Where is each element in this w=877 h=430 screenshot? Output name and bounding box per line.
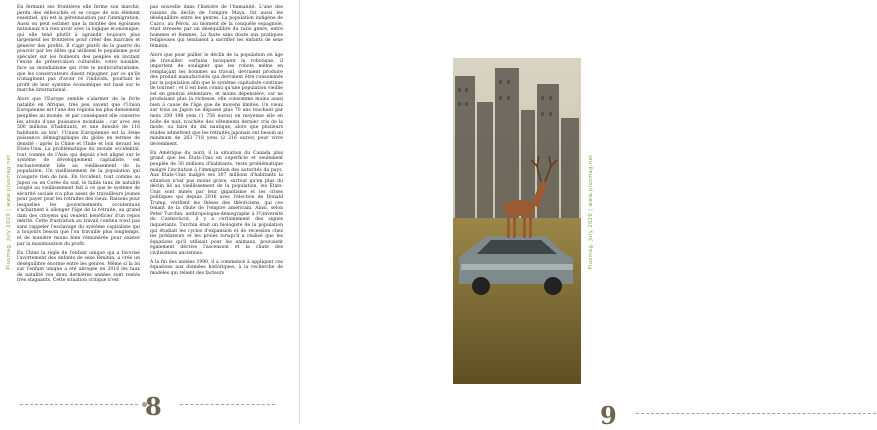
paragraph: Alors que pour pallier le déclin de la population en âge de travailler, certains invoquent la robotique, il importent de souligner que les robots même en remplaçant les hommes au travail, devraient produire des produit manufacturés qui devraient être consommés par la population afin que le système capitaliste continue de tourner ; et il est bien connu qu'une population vieillie est en général sédentaire, et moins dépensière, car ne produisant plus la richesse, elle consomme moins aussi bien à cause de l'âge que de moyens limités. Un vieux sur trois au Japon ne dépasse plus 70 ans touchant par mois 209 198 yens (1 758 euros) en moyenne elle en boîte de nuit, n'achète des vêtements dernier cris de la mode, ou faire du ski nautique, alors que plusieurs études admettent que les retraités japonais ont besoin au minimum de 263 718 yens (2 216 euros) pour vivre décemment. (150, 52, 283, 147)
left-page (0, 0, 300, 424)
right-margin-credit-text: Plusmag, July 2020 | www.plusmag.net (588, 154, 594, 270)
left-margin-credit (2, 0, 16, 424)
paragraph: En fermant ses frontières elle ferme son marché, perdu des débouchés et se coupe de son élément essentiel, qui est la pérennisation par l'immigration. Aussi on peut estimer que la montée des égoïsmes nationaux n'a rien avoir avec la logique économique, qui elle tend plutôt à agrandir toujours plus largement les frontières pour créer des marchés et générer des profits. Il s'agit plutôt de la guerre du pouvoir par les élites qui utilisent le populisme pour spéculer sur les humeurs des peuples en incitant l'envie de préservation culturelle, votre nuisible, face au mondialisme qui crée le multiculturalisme, que les conservateurs disent répugner, par ce qu'ils n'imaginent pas d'avoir ré l'individu, pourtant le profit de leur système économique est basé sur le marché international. (17, 5, 140, 94)
stag-on-car-photo (453, 58, 581, 384)
paragraph: En Chine la règle de l'enfant unique qui a favorisé l'avortement des enfants de sexe féminin, a créé un déséquilibre énorme entre les genres. Même si la loi sur l'enfant unique a été abrogée en 2016 les taux de natalité ces deux dernières années sont restés très stagnants. Cette situation critique n'est (17, 250, 140, 284)
paragraph: À la fin des années 1990, il a commencé à appliquer ces équations aux données historiques, à la recherche de modèles qui relient des facteurs (150, 259, 283, 276)
paragraph: Alors que l'Europe semble s'alarmer de la forte natalité en Afrique, très peu savent que l'Union Européenne est l'une des régions les plus densément peuplées au monde, et par conséquent elle conserve les atouts d'une puissance mondiale ; car avec ses 500 millions d'habitants, et une densité de 116 habitants au km², l'Union Européenne est la 3ème puissance démographique du globe en termes de densité ; après la Chine et l'Inde et loin devant les États-Unis. La problématique du monde occidental, tout comme de l'Asie qui depuis s'est aligné sur le système de développement capitaliste, est exclusivement liée au vieillissement de la population. Un vieillissement de la population qui n'augure rien de bon. En Occident, tout comme au Japon ou en Corée du sud, le faible taux de natalité couplé au vieillissement fait à ce que le système de sécurité sociale n'a plus assez de travailleurs jeunes pour payer pour les retraites des vieux. Raisons pour lesquelles les gouvernements occidentaux s'acharnent à allonger l'âge de la retraite, au grand dam des citoyens qui veulent bénéficier d'un repos mérité. Cette frustration au travail continu n'est pas sans rappeler l'esclavage du système capitaliste qui a toujours besoin que l'on travaille plus longtemps, et de manière moins bien rémunérée pour exister par la maximisation du profit. (17, 97, 140, 247)
left-page-column-1 (17, 5, 140, 382)
right-page-column (612, 5, 749, 382)
paragraph: pas nouvelle dans l'histoire de l'humanité. L'une des raisons du déclin de l'empire Maya, fut aussi les déséquilibre entre les genres. La population indigène de Cuzco, au Pérou, au moment de la conquête espagnole, était stressée par un déséquilibre du ratio genre, entre hommes et femmes. La faute sans doute aux pratiques religieuses qui tendaient à sacrifier les enfants de sexe féminin. (150, 5, 283, 49)
paragraph: En Amérique du nord, il la situation du Canada plus grand que les États-Unis en superficie et seulement peuplée de 30 millions d'habitants, reste problématique malgré l'incitation à l'immigration des autorités du pays. Aux États-Unis malgré ses 307 millions d'habitants la situation n'est pas moins grave, surtout qu'en plus du déclin lié au vieillissement de la population, les États-Unis sont minés par leur gigantisme et les crises politiques qui depuis 2016 avec l'élection de Donald Trump, vérifient les thèses des théoriciens, qui ces tenant de la chute de l'empire américain. Ainsi, selon Peter Turchin, anthropologue-démographe à l'Université du Connecticut, il y a certainement des signes inquiétants. Turchin était un biologiste de la population qui étudiait les cycles d'expansion et de récession chez les prédateurs et les proies lorsqu'il a réalisé que les équations qu'il utilisait pour les animaux, pouvaient également décrire l'ascension et la chute des civilisations anciennes. (150, 150, 283, 256)
page-number-left: 8 (145, 392, 162, 421)
page-number-right: 9 (600, 401, 617, 430)
footer-ornament-right (622, 409, 877, 419)
right-margin-credit (584, 0, 598, 424)
left-margin-credit-text: Plusmag, July 2020 | www.plusmag.net (6, 154, 12, 270)
left-page-column-2 (150, 5, 283, 382)
